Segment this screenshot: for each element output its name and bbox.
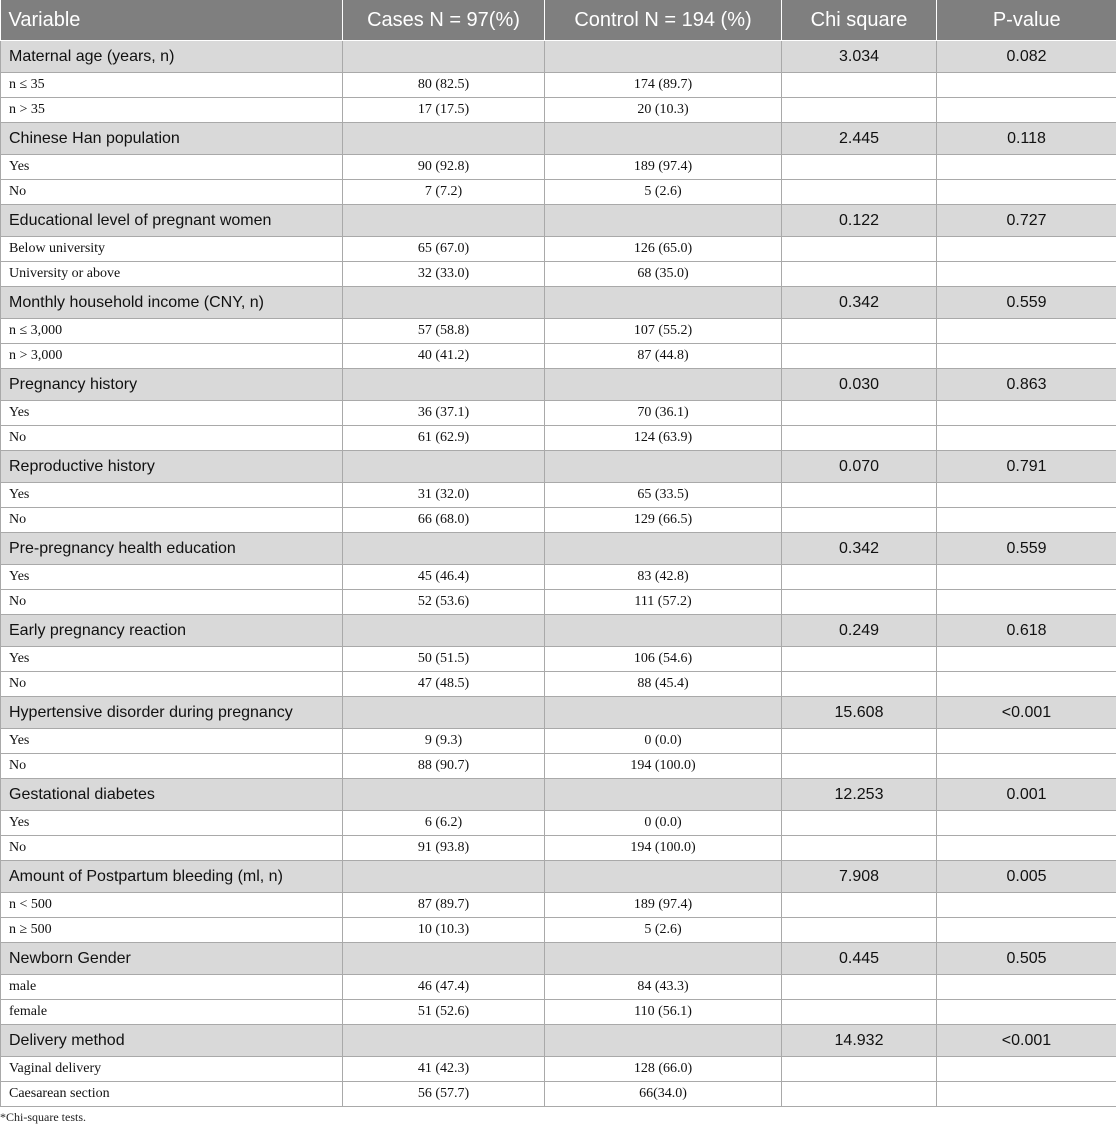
chi-square-cell: 0.122 bbox=[782, 205, 937, 237]
header-cases: Cases N = 97(%) bbox=[343, 0, 545, 41]
table-row bbox=[1, 1082, 1116, 1107]
chi-square-cell: 14.932 bbox=[782, 1025, 937, 1057]
cases-cell bbox=[343, 615, 545, 647]
p-value-cell bbox=[937, 1000, 1116, 1025]
cases-cell: 61 (62.9) bbox=[343, 426, 545, 451]
cases-cell bbox=[343, 123, 545, 155]
p-value-cell bbox=[937, 672, 1116, 697]
chi-square-cell bbox=[782, 237, 937, 262]
control-cell bbox=[545, 287, 782, 319]
cases-cell: 41 (42.3) bbox=[343, 1057, 545, 1082]
chi-square-cell bbox=[782, 565, 937, 590]
control-cell bbox=[545, 697, 782, 729]
category-label: Yes bbox=[1, 729, 343, 754]
p-value-cell bbox=[937, 1082, 1116, 1107]
chi-square-cell bbox=[782, 508, 937, 533]
group-row bbox=[1, 861, 1116, 893]
chi-square-cell bbox=[782, 1082, 937, 1107]
header-row bbox=[1, 0, 1116, 41]
category-label: Below university bbox=[1, 237, 343, 262]
cases-cell: 57 (58.8) bbox=[343, 319, 545, 344]
control-cell: 66(34.0) bbox=[545, 1082, 782, 1107]
chi-square-cell: 0.342 bbox=[782, 533, 937, 565]
control-cell: 129 (66.5) bbox=[545, 508, 782, 533]
category-label: No bbox=[1, 836, 343, 861]
p-value-cell: 0.005 bbox=[937, 861, 1116, 893]
chi-square-cell bbox=[782, 180, 937, 205]
p-value-cell: 0.791 bbox=[937, 451, 1116, 483]
control-cell: 106 (54.6) bbox=[545, 647, 782, 672]
chi-square-cell bbox=[782, 262, 937, 287]
p-value-cell: 0.505 bbox=[937, 943, 1116, 975]
group-label: Maternal age (years, n) bbox=[1, 41, 343, 73]
p-value-cell bbox=[937, 508, 1116, 533]
header-control: Control N = 194 (%) bbox=[545, 0, 782, 41]
table-row bbox=[1, 590, 1116, 615]
control-cell: 20 (10.3) bbox=[545, 98, 782, 123]
cases-cell bbox=[343, 369, 545, 401]
chi-square-cell bbox=[782, 754, 937, 779]
cases-cell bbox=[343, 697, 545, 729]
group-label: Early pregnancy reaction bbox=[1, 615, 343, 647]
cases-cell: 56 (57.7) bbox=[343, 1082, 545, 1107]
table-body bbox=[1, 41, 1116, 1107]
table-row bbox=[1, 401, 1116, 426]
cases-cell: 50 (51.5) bbox=[343, 647, 545, 672]
cases-cell: 65 (67.0) bbox=[343, 237, 545, 262]
chi-square-cell: 0.070 bbox=[782, 451, 937, 483]
control-cell bbox=[545, 1025, 782, 1057]
cases-cell: 52 (53.6) bbox=[343, 590, 545, 615]
chi-square-cell bbox=[782, 155, 937, 180]
control-cell bbox=[545, 615, 782, 647]
group-label: Amount of Postpartum bleeding (ml, n) bbox=[1, 861, 343, 893]
table-row bbox=[1, 565, 1116, 590]
group-row bbox=[1, 1025, 1116, 1057]
chi-square-cell bbox=[782, 401, 937, 426]
p-value-cell bbox=[937, 729, 1116, 754]
cases-cell: 88 (90.7) bbox=[343, 754, 545, 779]
p-value-cell bbox=[937, 73, 1116, 98]
category-label: No bbox=[1, 426, 343, 451]
chi-square-cell: 7.908 bbox=[782, 861, 937, 893]
p-value-cell bbox=[937, 344, 1116, 369]
cases-cell: 47 (48.5) bbox=[343, 672, 545, 697]
cases-cell: 6 (6.2) bbox=[343, 811, 545, 836]
cases-cell: 17 (17.5) bbox=[343, 98, 545, 123]
chi-square-cell: 0.445 bbox=[782, 943, 937, 975]
p-value-cell bbox=[937, 893, 1116, 918]
chi-square-cell: 3.034 bbox=[782, 41, 937, 73]
cases-cell: 45 (46.4) bbox=[343, 565, 545, 590]
table-row bbox=[1, 237, 1116, 262]
category-label: n ≥ 500 bbox=[1, 918, 343, 943]
category-label: No bbox=[1, 590, 343, 615]
p-value-cell: <0.001 bbox=[937, 1025, 1116, 1057]
table-row bbox=[1, 344, 1116, 369]
group-row bbox=[1, 943, 1116, 975]
control-cell: 124 (63.9) bbox=[545, 426, 782, 451]
p-value-cell bbox=[937, 155, 1116, 180]
table-row bbox=[1, 672, 1116, 697]
table-row bbox=[1, 811, 1116, 836]
category-label: Yes bbox=[1, 401, 343, 426]
p-value-cell bbox=[937, 237, 1116, 262]
table-row bbox=[1, 1057, 1116, 1082]
category-label: No bbox=[1, 180, 343, 205]
cases-cell bbox=[343, 287, 545, 319]
p-value-cell: 0.559 bbox=[937, 287, 1116, 319]
category-label: Yes bbox=[1, 565, 343, 590]
chi-square-cell bbox=[782, 1000, 937, 1025]
category-label: n > 3,000 bbox=[1, 344, 343, 369]
cases-cell: 40 (41.2) bbox=[343, 344, 545, 369]
cases-cell: 51 (52.6) bbox=[343, 1000, 545, 1025]
category-label: female bbox=[1, 1000, 343, 1025]
table-row bbox=[1, 508, 1116, 533]
p-value-cell: 0.863 bbox=[937, 369, 1116, 401]
p-value-cell bbox=[937, 918, 1116, 943]
control-cell bbox=[545, 943, 782, 975]
cases-cell bbox=[343, 861, 545, 893]
category-label: Yes bbox=[1, 811, 343, 836]
group-row bbox=[1, 369, 1116, 401]
control-cell: 194 (100.0) bbox=[545, 754, 782, 779]
chi-square-cell bbox=[782, 319, 937, 344]
cases-cell bbox=[343, 205, 545, 237]
chi-square-cell bbox=[782, 729, 937, 754]
table-row bbox=[1, 483, 1116, 508]
control-cell: 87 (44.8) bbox=[545, 344, 782, 369]
p-value-cell bbox=[937, 975, 1116, 1000]
control-cell bbox=[545, 205, 782, 237]
p-value-cell bbox=[937, 401, 1116, 426]
control-cell: 5 (2.6) bbox=[545, 918, 782, 943]
cases-cell: 32 (33.0) bbox=[343, 262, 545, 287]
control-cell: 0 (0.0) bbox=[545, 811, 782, 836]
control-cell: 70 (36.1) bbox=[545, 401, 782, 426]
control-cell bbox=[545, 451, 782, 483]
table-row bbox=[1, 893, 1116, 918]
control-cell: 194 (100.0) bbox=[545, 836, 782, 861]
category-label: No bbox=[1, 672, 343, 697]
category-label: Yes bbox=[1, 647, 343, 672]
cases-cell: 36 (37.1) bbox=[343, 401, 545, 426]
p-value-cell: 0.118 bbox=[937, 123, 1116, 155]
category-label: n < 500 bbox=[1, 893, 343, 918]
category-label: Yes bbox=[1, 155, 343, 180]
category-label: male bbox=[1, 975, 343, 1000]
table-row bbox=[1, 426, 1116, 451]
p-value-cell bbox=[937, 565, 1116, 590]
table-row bbox=[1, 647, 1116, 672]
chi-square-cell bbox=[782, 647, 937, 672]
control-cell: 110 (56.1) bbox=[545, 1000, 782, 1025]
chi-square-cell: 0.342 bbox=[782, 287, 937, 319]
category-label: n ≤ 35 bbox=[1, 73, 343, 98]
category-label: Caesarean section bbox=[1, 1082, 343, 1107]
chi-square-cell bbox=[782, 98, 937, 123]
chi-square-cell bbox=[782, 672, 937, 697]
cases-cell bbox=[343, 1025, 545, 1057]
control-cell: 84 (43.3) bbox=[545, 975, 782, 1000]
chi-square-cell bbox=[782, 73, 937, 98]
group-row bbox=[1, 205, 1116, 237]
control-cell: 128 (66.0) bbox=[545, 1057, 782, 1082]
table-row bbox=[1, 262, 1116, 287]
p-value-cell: <0.001 bbox=[937, 697, 1116, 729]
control-cell: 5 (2.6) bbox=[545, 180, 782, 205]
p-value-cell: 0.559 bbox=[937, 533, 1116, 565]
chi-square-cell bbox=[782, 483, 937, 508]
chi-square-cell bbox=[782, 344, 937, 369]
table-row bbox=[1, 98, 1116, 123]
group-label: Chinese Han population bbox=[1, 123, 343, 155]
group-label: Hypertensive disorder during pregnancy bbox=[1, 697, 343, 729]
chi-square-cell bbox=[782, 918, 937, 943]
group-label: Gestational diabetes bbox=[1, 779, 343, 811]
control-cell bbox=[545, 369, 782, 401]
group-label: Educational level of pregnant women bbox=[1, 205, 343, 237]
p-value-cell bbox=[937, 98, 1116, 123]
chi-square-cell: 0.030 bbox=[782, 369, 937, 401]
p-value-cell bbox=[937, 426, 1116, 451]
control-cell: 189 (97.4) bbox=[545, 155, 782, 180]
control-cell: 0 (0.0) bbox=[545, 729, 782, 754]
p-value-cell bbox=[937, 319, 1116, 344]
p-value-cell bbox=[937, 590, 1116, 615]
p-value-cell bbox=[937, 836, 1116, 861]
control-cell bbox=[545, 533, 782, 565]
table-row bbox=[1, 975, 1116, 1000]
p-value-cell bbox=[937, 483, 1116, 508]
cases-cell: 31 (32.0) bbox=[343, 483, 545, 508]
cases-cell: 9 (9.3) bbox=[343, 729, 545, 754]
control-cell: 88 (45.4) bbox=[545, 672, 782, 697]
table-row bbox=[1, 319, 1116, 344]
group-row bbox=[1, 779, 1116, 811]
cases-cell: 66 (68.0) bbox=[343, 508, 545, 533]
cases-cell: 10 (10.3) bbox=[343, 918, 545, 943]
category-label: No bbox=[1, 508, 343, 533]
footnote: *Chi-square tests. bbox=[0, 1110, 86, 1124]
control-cell: 65 (33.5) bbox=[545, 483, 782, 508]
group-label: Reproductive history bbox=[1, 451, 343, 483]
group-row bbox=[1, 287, 1116, 319]
category-label: n > 35 bbox=[1, 98, 343, 123]
control-cell bbox=[545, 861, 782, 893]
chi-square-cell bbox=[782, 426, 937, 451]
cases-cell bbox=[343, 779, 545, 811]
group-row bbox=[1, 533, 1116, 565]
group-label: Delivery method bbox=[1, 1025, 343, 1057]
table-row bbox=[1, 155, 1116, 180]
table-row bbox=[1, 73, 1116, 98]
chi-square-cell: 0.249 bbox=[782, 615, 937, 647]
chi-square-cell bbox=[782, 590, 937, 615]
p-value-cell: 0.001 bbox=[937, 779, 1116, 811]
control-cell: 189 (97.4) bbox=[545, 893, 782, 918]
group-label: Newborn Gender bbox=[1, 943, 343, 975]
p-value-cell: 0.082 bbox=[937, 41, 1116, 73]
control-cell: 83 (42.8) bbox=[545, 565, 782, 590]
p-value-cell bbox=[937, 754, 1116, 779]
p-value-cell bbox=[937, 1057, 1116, 1082]
control-cell: 107 (55.2) bbox=[545, 319, 782, 344]
group-label: Monthly household income (CNY, n) bbox=[1, 287, 343, 319]
cases-cell bbox=[343, 943, 545, 975]
table-row bbox=[1, 180, 1116, 205]
p-value-cell bbox=[937, 180, 1116, 205]
cases-cell bbox=[343, 533, 545, 565]
category-label: Vaginal delivery bbox=[1, 1057, 343, 1082]
header-p-value: P-value bbox=[937, 0, 1116, 41]
cases-cell bbox=[343, 451, 545, 483]
category-label: No bbox=[1, 754, 343, 779]
chi-square-cell: 2.445 bbox=[782, 123, 937, 155]
table-row bbox=[1, 836, 1116, 861]
p-value-cell bbox=[937, 262, 1116, 287]
chi-square-cell bbox=[782, 975, 937, 1000]
group-row bbox=[1, 41, 1116, 73]
cases-cell: 46 (47.4) bbox=[343, 975, 545, 1000]
control-cell: 111 (57.2) bbox=[545, 590, 782, 615]
header-chi-square: Chi square bbox=[782, 0, 937, 41]
table-row bbox=[1, 729, 1116, 754]
cases-cell bbox=[343, 41, 545, 73]
cases-cell: 90 (92.8) bbox=[343, 155, 545, 180]
control-cell: 68 (35.0) bbox=[545, 262, 782, 287]
table-row bbox=[1, 918, 1116, 943]
control-cell bbox=[545, 41, 782, 73]
chi-square-cell bbox=[782, 1057, 937, 1082]
category-label: University or above bbox=[1, 262, 343, 287]
cases-cell: 80 (82.5) bbox=[343, 73, 545, 98]
group-row bbox=[1, 451, 1116, 483]
table-row bbox=[1, 754, 1116, 779]
control-cell: 126 (65.0) bbox=[545, 237, 782, 262]
p-value-cell bbox=[937, 647, 1116, 672]
chi-square-cell: 15.608 bbox=[782, 697, 937, 729]
category-label: Yes bbox=[1, 483, 343, 508]
p-value-cell bbox=[937, 811, 1116, 836]
chi-square-cell bbox=[782, 893, 937, 918]
chi-square-cell: 12.253 bbox=[782, 779, 937, 811]
group-label: Pre-pregnancy health education bbox=[1, 533, 343, 565]
header-variable: Variable bbox=[1, 0, 343, 41]
group-row bbox=[1, 697, 1116, 729]
table-row bbox=[1, 1000, 1116, 1025]
chi-square-cell bbox=[782, 836, 937, 861]
chi-square-cell bbox=[782, 811, 937, 836]
group-row bbox=[1, 615, 1116, 647]
category-label: n ≤ 3,000 bbox=[1, 319, 343, 344]
control-cell bbox=[545, 779, 782, 811]
p-value-cell: 0.727 bbox=[937, 205, 1116, 237]
group-label: Pregnancy history bbox=[1, 369, 343, 401]
cases-cell: 7 (7.2) bbox=[343, 180, 545, 205]
control-cell bbox=[545, 123, 782, 155]
cases-cell: 87 (89.7) bbox=[343, 893, 545, 918]
control-cell: 174 (89.7) bbox=[545, 73, 782, 98]
cases-cell: 91 (93.8) bbox=[343, 836, 545, 861]
p-value-cell: 0.618 bbox=[937, 615, 1116, 647]
group-row bbox=[1, 123, 1116, 155]
